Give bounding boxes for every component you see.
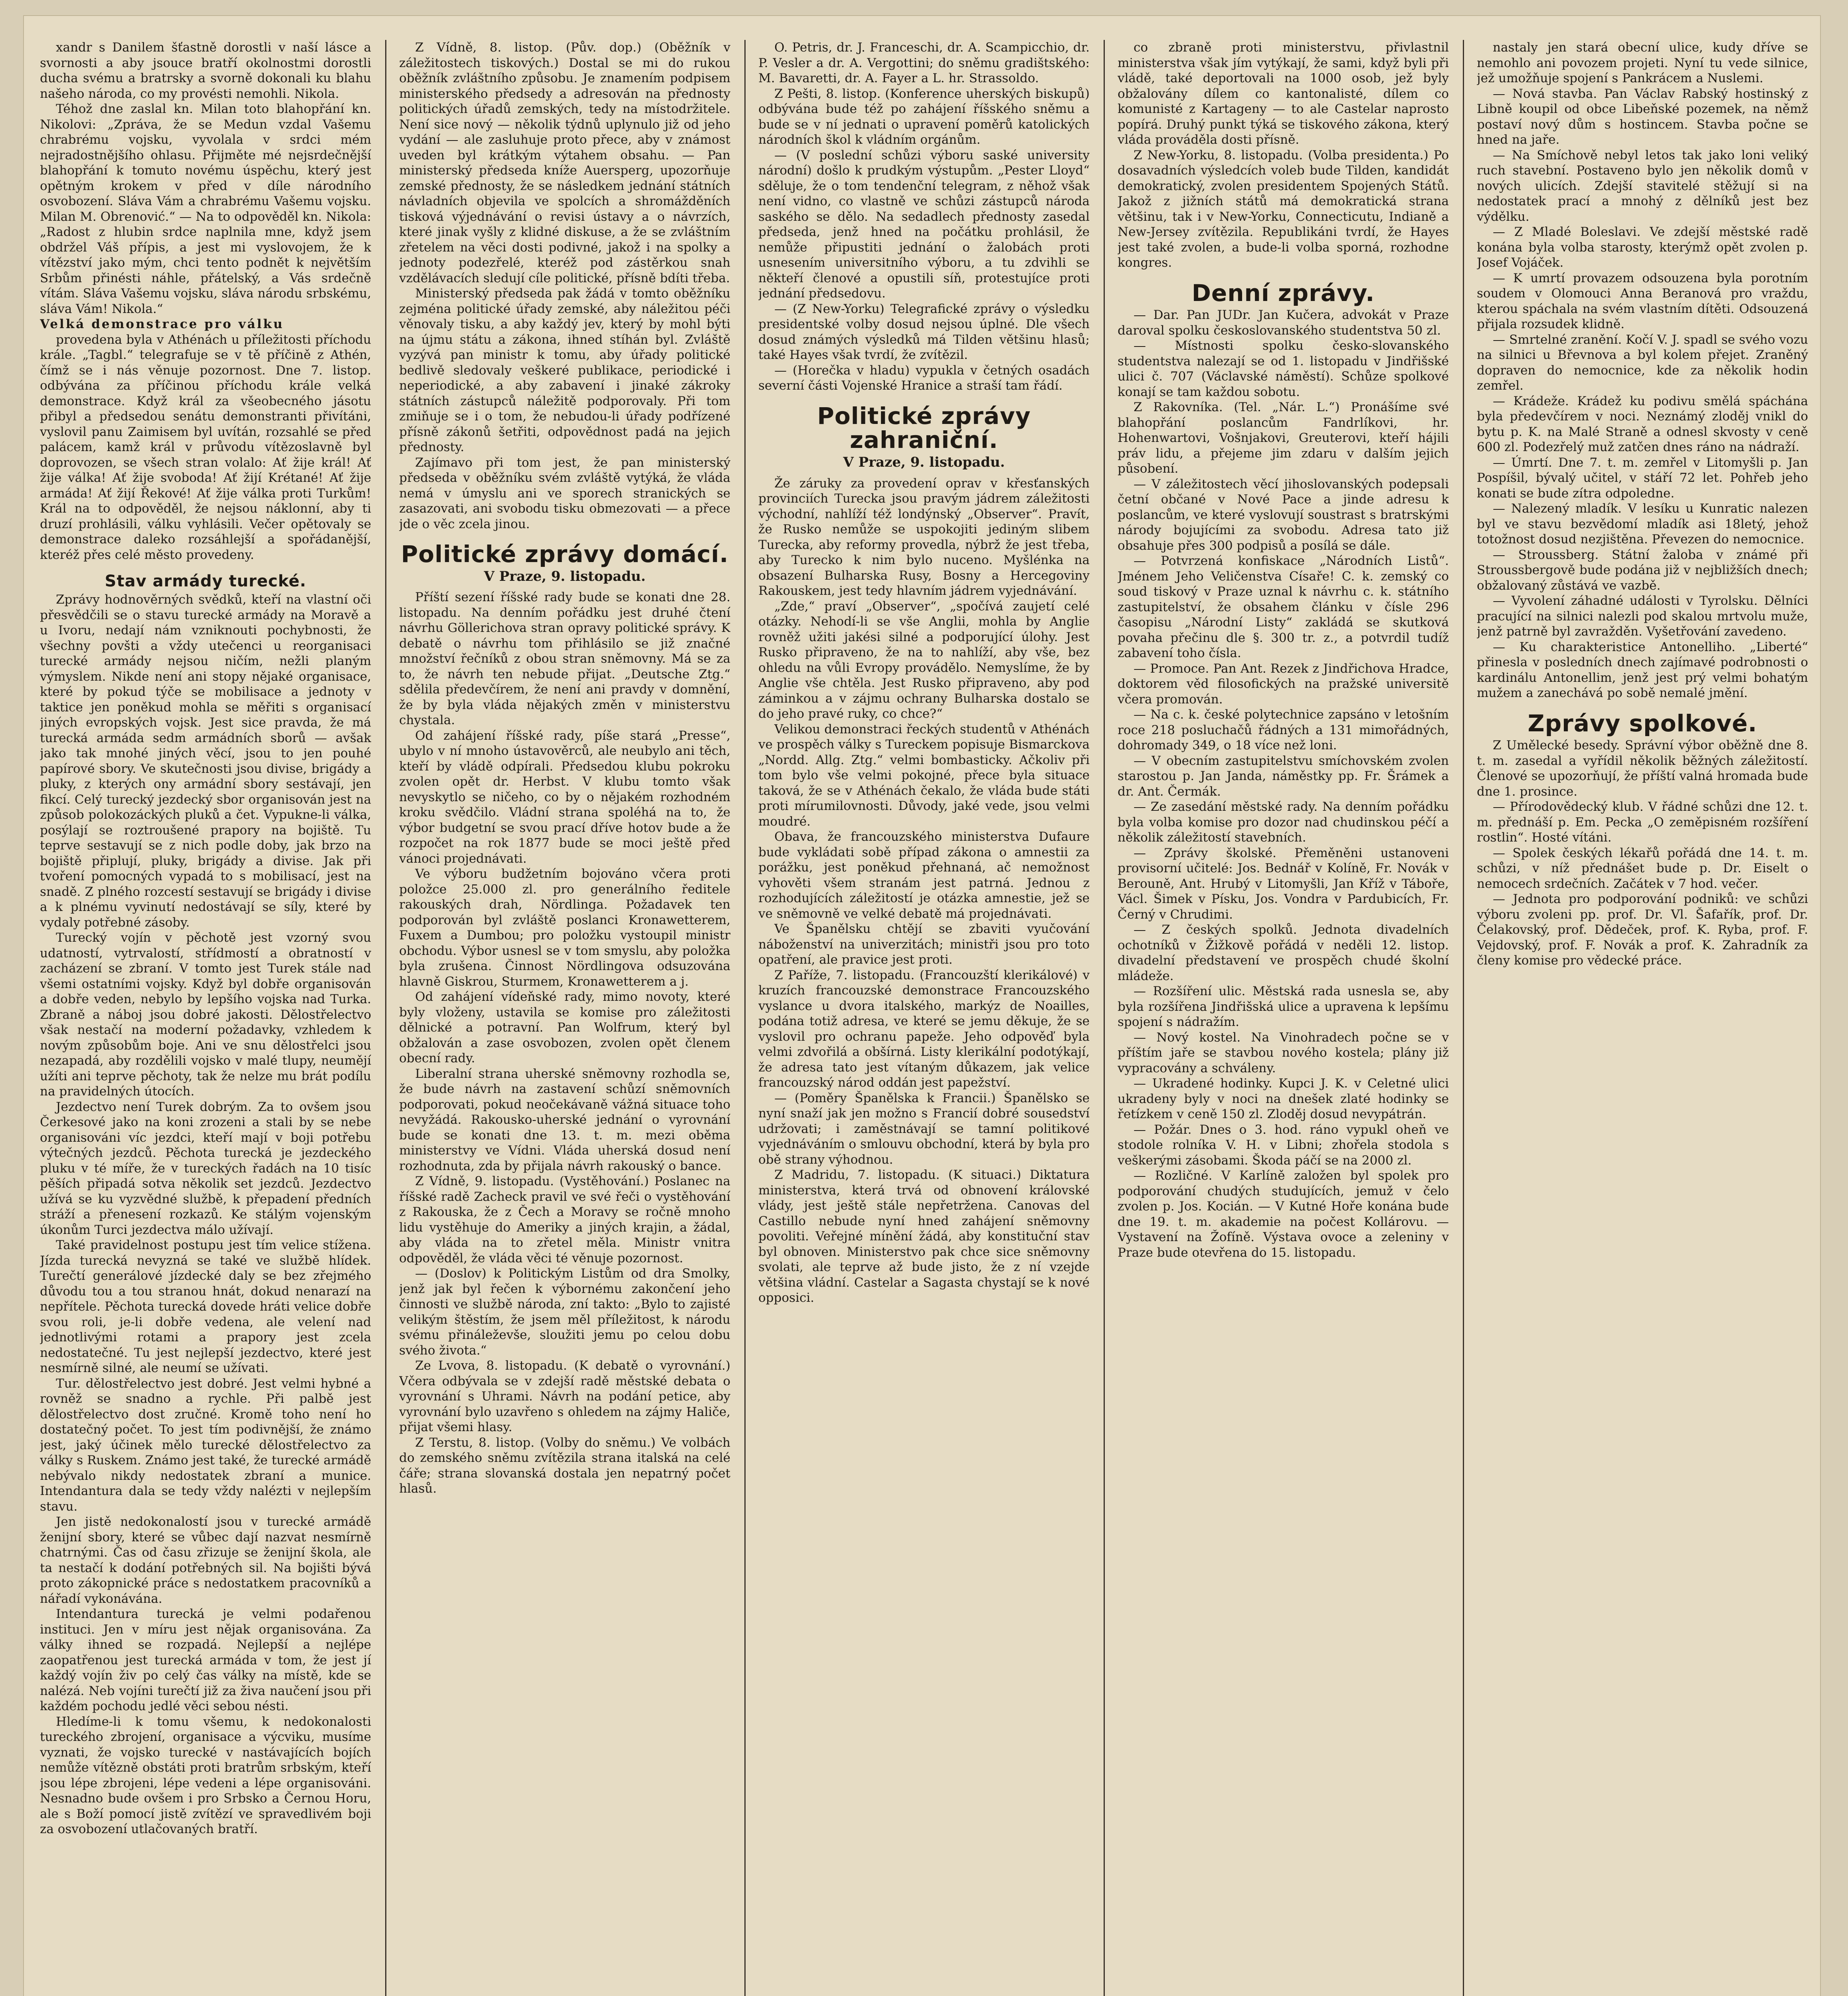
paragraph: Zajímavo při tom jest, že pan ministerský předseda v oběžníku svém zvláště vytýká, že vláda nemá v úmyslu ani ve sporech stranických se zasazovati, ani svobodu tisku obmezovati — a přece jde o věc zcela jinou. [399, 455, 730, 531]
paragraph: Z Rakovníka. (Tel. „Nár. L.“) Pronášíme své blahopřání poslancům Fandrlíkovi, hr. Hohenwartovi, Vošnjakovi, Greuterovi, kteří hájili práv lidu, a přejeme jim zdaru v dalším jejich působení. [1118, 400, 1449, 476]
paragraph: — (Horečka v hladu) vypukla v četných osadách severní části Vojenské Hranice a straší tam řádí. [758, 363, 1090, 393]
column-rule [1463, 40, 1464, 1996]
paragraph: Od zahájení vídeňské rady, mimo novoty, které byly vloženy, ustavila se komise pro záležitosti dělnické a potravní. Pan Wolfrum, který byl obžalován a zase osvobozen, zvolen opět členem obecní rady. [399, 990, 730, 1066]
paragraph: — (V poslední schůzi výboru saské university národní) došlo k prudkým výstupům. „Pester Lloyd“ sděluje, že o tom tendenční telegram, z něhož však není vidno, co vlastně ve schůzi zástupců národa saského se dělo. Na sedadlech přednosty zasedal předseda, jenž hned na počátku prohlásil, že nemůže připustiti jednání o žalobách proti usnesením universitního výboru, a tu zdvihli se někteří členové a opustili síň, protestujíce proti jednání předsedovu. [758, 148, 1090, 301]
paragraph: Z Vídně, 8. listop. (Pův. dop.) (Oběžník v záležitostech tiskových.) Dostal se mi do rukou oběžník zvláštního způsobu. Je znamením podpisem ministerského předsedy a adresován na přednosty politických úřadů zemských, tedy na místodržitele. Není sice nový — několik týdnů uplynulo již od jeho vydání — ale zasluhuje proto přece, aby v známost uveden byl krátkým výtahem obsahu. — Pan ministerský předseda kníže Auersperg, upozorňuje zemské přednosty, že se následkem jednání státních návladních objevila ve spolcích a shromážděních tisková výjednávání o revisi ústavy a o návrzích, které jinak vyšly z klidné diskuse, a že se zvláštním zřetelem na věci dosti podivné, jakož i na spolky a jednoty podezřelé, kteréž pod zástěrkou snah vzdělávacích sledují cíle politické, přísně bdíti třeba. [399, 40, 730, 285]
paragraph: Příští sezení říšské rady bude se konati dne 28. listopadu. Na denním pořádku jest druhé čtení návrhu Göllerichova stran opravy politické správy. K debatě o návrhu tom přihlásilo se již značné množství řečníků z obou stran sněmovny. Má se za to, že návrh ten nebude přijat. „Deutsche Ztg.“ sdělila předevčírem, že není ani pravdy v domnění, že by byla vláda nějakých změn v ministerstvu chystala. [399, 590, 730, 728]
paragraph: — Ku charakteristice Antonelliho. „Liberté“ přinesla v posledních dnech zajímavé podrobnosti o kardinálu Antonellim, jenž jest prý velmi bohatým mužem a zanechává po sobě nemalé jmění. [1477, 640, 1808, 700]
column-2 [399, 40, 730, 1996]
paragraph: — Vyvolení záhadné události v Tyrolsku. Dělníci pracující na silnici nalezli pod skalou mrtvolu muže, jenž patrně byl zavražděn. Vyšetřování zavedeno. [1477, 594, 1808, 639]
paragraph: Téhož dne zaslal kn. Milan toto blahopřání kn. Nikolovi: „Zpráva, že se Medun vzdal Vašemu chrabrému vojsku, vyvolala v srdci mém nejradostnějšího ohlasu. Přijměte mé nejsrdečnější blahopřání k tomuto novému úspěchu, který jest opětným krokem v před v díle národního osvobození. Sláva Vám a chrabrému Vašemu vojsku. Milan M. Obrenović.“ — Na to odpověděl kn. Nikola: „Radost z hlubin srdce naplnila mne, když jsem obdržel Váš přípis, a jest mi vyslovojem, že k vítězství jako mým, chci tento podnět k největším Srbům přinésti náhle, přátelský, a Vás srdečně vítám. Sláva Vašemu vojsku, sláva národu srbskému, sláva Vám! Nikola.“ [40, 102, 371, 316]
paragraph: provedena byla v Athénách u příležitosti příchodu krále. „Tagbl.“ telegrafuje se v tě příčině z Athén, čímž se i nás věnuje pozornost. Dne 7. listop. odbývána za příčinou příchodu krále velká demonstrace. Když král za všeobecného jásotu přibyl a předsedou senátu demonstranti přivítáni, vyslovil panu Zaimisem byl uvítán, rozsahlé se před palácem, kamž král v průvodu vítězoslavně byl doprovozen, se všech stran volalo: Ať žije král! Ať žije válka! Ať žije svoboda! Ať žijí Krétané! Ať žije armáda! Ať žijí Řekové! Ať žije válka proti Turkům! Král na to odpověděl, že nejsou náklonní, aby ti druzí prohlásili, válku vyhlásili. Večer opětovaly se demonstrace daleko rozsáhlejší a spořádanější, kteréž přes celé město provedeny. [40, 332, 371, 562]
paragraph: Liberalní strana uherské sněmovny rozhodla se, že bude návrh na zastavení schůzí sněmovních podporovati, pokud neočekávaně vážná situace toho nevyžádá. Rakousko-uherské jednání o vyrovnání bude se konati dne 13. t. m. mezi oběma ministerstvy ve Vídni. Vláda uherská dosud není rozhodnuta, zda by přijala návrh rakouský o bance. [399, 1066, 730, 1173]
paragraph: — V obecním zastupitelstvu smíchovském zvolen starostou p. Jan Janda, náměstky pp. Fr. Šrámek a dr. Ant. Čermák. [1118, 753, 1449, 799]
paragraph: Z New-Yorku, 8. listopadu. (Volba presidenta.) Po dosavadních výsledcích voleb bude Tilden, kandidát demokratický, zvolen presidentem Spojených Států. Jakož z jižních států má demokratická strana většinu, tak i v New-Yorku, Connecticutu, Indianě a New-Jersey zvítězila. Republikáni tvrdí, že Hayes jest také zvolen, a bude-li volba sporná, rozhodne kongres. [1118, 148, 1449, 270]
paragraph: Ze Lvova, 8. listopadu. (K debatě o vyrovnání.) Včera odbývala se v zdejší radě městské debata o vyrovnání s Uhrami. Návrh na podání petice, aby vyrovnání bylo uzavřeno s ohledem na zájmy Haliče, přijat všemi hlasy. [399, 1358, 730, 1435]
paragraph: — Požár. Dnes o 3. hod. ráno vypukl oheň ve stodole rolníka V. H. v Libni; zhořela stodola s veškerými zásobami. Škoda páčí se na 2000 zl. [1118, 1122, 1449, 1168]
paragraph: — Rozšíření ulic. Městská rada usnesla se, aby byla rozšířena Jindřišská ulice a upravena k lepšímu spojení s nádražím. [1118, 984, 1449, 1030]
section-title: Zprávy spolkové. [1527, 709, 1757, 737]
paragraph: Turecký vojín v pěchotě jest vzorný svou udatností, vytrvalostí, střídmostí a obratností v zacházení se zbraní. V tomto jest Turek stále nad všemi ostatními vojsky. Když byl dobře organisován a dobře veden, nebylo by lepšího vojska nad Turka. Zbraně a náboj jsou dobré jakosti. Dělostřelectvo však nestačí na moderní požadavky, vzhledem k novým způsobům boje. Ani ve snu dělostřelci jsou nezapadá, aby rozdělili vojsko v malé tlupy, neumějí užíti ani teprve pěchoty, tak že nelze mu brát podílu na pravidelných útocích. [40, 931, 371, 1099]
section-title: Politické zprávy zahraniční. [817, 402, 1031, 454]
paragraph: — Zprávy školské. Přeměněni ustanoveni provisorní učitelé: Jos. Bednář v Kolíně, Fr. Novák v Berouně, Ant. Hrubý v Litomyšli, Jan Kříž v Táboře, Václ. Šimek v Písku, Jos. Vondra v Pardubicích, Fr. Černý v Chrudimi. [1118, 846, 1449, 922]
paragraph: — Přírodovědecký klub. V řádné schůzi dne 12. t. m. přednáší p. Em. Pecka „O zeměpisném rozšíření rostlin“. Hosté vítáni. [1477, 800, 1808, 845]
paragraph: Z Pešti, 8. listop. (Konference uherských biskupů) odbývána bude též po zahájení říšského sněmu a bude se v ní jednati o upravení poměrů katolických národních škol k vládním orgánům. [758, 86, 1090, 147]
dateline: V Praze, 9. listopadu. [484, 568, 646, 584]
paragraph: — Rozličné. V Karlíně založen byl spolek pro podporování chudých studujících, jemuž v čelo zvolen p. Jos. Kocián. — V Kutné Hoře konána bude dne 19. t. m. akademie na počest Kollárovu. — Vystavení na Žofíně. Výstava ovoce a zeleniny v Praze bude otevřena do 15. listopadu. [1118, 1168, 1449, 1260]
paragraph: — Smrtelné zranění. Kočí V. J. spadl se svého vozu na silnici u Břevnova a byl kolem přejet. Zraněný dopraven do nemocnice, kde za několik hodin zemřel. [1477, 332, 1808, 393]
paragraph: „Zde,“ praví „Observer“, „spočívá zaujetí celé otázky. Nehodí-li se vše Anglii, mohla by Anglie rovněž užiti jakési silné a podporující úlohy. Jest Rusko připraveno, že na to nahlíží, aby vše, bez ohledu na vůli Evropy provádělo. Nemyslíme, že by Anglie vše chtěla. Jest Rusko připraveno, aby pod záminkou a v zájmu ochrany Bulharska dostalo se do jeho pravé ruky, co chce?“ [758, 599, 1090, 721]
paragraph: Z Paříže, 7. listopadu. (Francouzští klerikálové) v kruzích francouzské demonstrace Francouzského vyslance u dvora italského, markýz de Noailles, podána totiž adresa, ve které se jemu děkuje, že se vyslovil pro ochranu papeže. Jeho odpověď byla velmi zdvořilá a obšírná. Listy klerikální podotýkají, že adresa tato jest vítaným důkazem, jak velice francouzský národ oddán jest papežství. [758, 968, 1090, 1090]
paragraph: co zbraně proti ministerstvu, přivlastnil ministerstva však jím vytýkají, že sami, když byli při vládě, také deportovali na 1000 osob, jež byly obžalovány dílem co kantonalisté, dílem co komunisté z Kartageny — to ale Castelar naprosto popírá. Druhý punkt týká se tiskového zákona, který vláda prováděla dosti přísně. [1118, 40, 1449, 147]
paragraph: Že záruky za provedení oprav v křesťanských provinciích Turecka jsou pravým jádrem záležitosti východní, nahlíží též londýnský „Observer“. Pravít, že Rusko nemůže se uspokojiti jediným slibem Turecka, aby reformy provedla, nýbrž že jest třeba, aby Turecko k nim bylo nuceno. Myšlénka na obsazení Bulharska Rusy, Bosny a Hercegoviny Rakouskem, jest tedy hlavním jádrem vyjednávání. [758, 476, 1090, 598]
paragraph: — Stroussberg. Státní žaloba v známé při Stroussbergově bude podána již v nejbližších dnech; obžalovaný zůstává ve vazbě. [1477, 547, 1808, 593]
paragraph: — Krádeže. Krádež ku podivu smělá spáchána byla předevčírem v noci. Neznámý zloděj vnikl do bytu p. K. na Malé Straně a odnesl skvosty v ceně 600 zl. Podezřelý muž zatčen dnes ráno na nádraží. [1477, 394, 1808, 454]
paragraph: Zprávy hodnověrných svědků, kteří na vlastní oči přesvědčili se o stavu turecké armády na Moravě a u Ivoru, nedají nám vzniknouti pochybnosti, že všechny povšti a vždy utečenci u reorganisaci turecké armády nejsou ničím, nežli planým výmyslem. Nikde není ani stopy nějaké organisace, které by pokud týče se mobilisace a jednoty v taktice jen poněkud mohla se měřiti s organisací jiných evropských vojsk. Jest sice pravda, že má turecká armáda sedm armádních sborů — avšak jako tak mnohé jiných věcí, jsou to jen pouhé papírové sbory. Ve skutečnosti jsou divise, brigády a pluky, z kterých ony armádní sbory sestávají, jen fikcí. Celý turecký jezdecký sbor organisován jest na způsob polokozáckých pluků a čet. Vypukne-li válka, posýlají se roztroušené prapory na bojiště. Tu teprve sestavují se z nich podle doby, jak brzo na bojiště připlují, pluky, brigády a divise. Jak při tvoření pomocných vypadá to s mobilisací, jest na snadě. Z plného rozcestí sestavují se brigády i divise a k plnému vyvinutí nedostávají se síly, které by vydaly potřebné zásoby. [40, 592, 371, 930]
paragraph: — Na c. k. české polytechnice zapsáno v letošním roce 218 posluchačů řádných a 131 mimořádných, dohromady 349, o 18 více než loni. [1118, 707, 1449, 753]
paragraph: — Spolek českých lékařů pořádá dne 14. t. m. schůzi, v níž přednášet bude p. Dr. Eiselt o nemocech srdečních. Začátek v 7 hod. večer. [1477, 846, 1808, 891]
column-1 [40, 40, 371, 1996]
paragraph: — Místnosti spolku česko-slovanského studentstva nalezají se od 1. listopadu v Jindřišské ulici č. 707 (Václavské náměstí). Schůze spolkové konají se tam každou sobotu. [1118, 339, 1449, 399]
paragraph: — Ze zasedání městské rady. Na denním pořádku byla volba komise pro dozor nad chudinskou péčí a několik záležitostí stavebních. [1118, 800, 1449, 845]
paragraph: — Dar. Pan JUDr. Jan Kučera, advokát v Praze daroval spolku českoslovanského studentstva 50 zl. [1118, 308, 1449, 338]
paragraph: — Nalezený mladík. V lesíku u Kunratic nalezen byl ve stavu bezvědomí mladík asi 18letý, jehož totožnost dosud nezjištěna. Převezen do nemocnice. [1477, 501, 1808, 547]
article-title: Stav armády turecké. [105, 572, 307, 590]
paragraph: — Potvrzená konfiskace „Národních Listů“. Jménem Jeho Veličenstva Císaře! C. k. zemský co soud tiskový v Praze uznal k návrhu c. k. státního zastupitelství, že obsahem článku v čísle 296 časopisu „Národní Listy“ zakládá se skutková povaha přečinu dle §. 300 tr. z., a potvrdil tudíž zabavení toho čísla. [1118, 554, 1449, 661]
column-rule [385, 40, 386, 1996]
paragraph: — Z českých spolků. Jednota divadelních ochotníků v Žižkově pořádá v neděli 12. listop. divadelní představení ve prospěch chudé školní mládeže. [1118, 923, 1449, 983]
newspaper-page [24, 16, 1820, 1996]
paragraph: Jen jistě nedokonalostí jsou v turecké armádě ženijní sbory, které se vůbec dají nazvat nesmírně chatrnými. Čas od času zřizuje se ženijní škola, ale ta nestačí k dodání potřebných sil. Na bojišti bývá proto zákopnické práce s nedostatkem pracovníků a nářadí vykonávána. [40, 1515, 371, 1606]
paragraph: Ve Španělsku chtějí se zbaviti vyučování náboženství na univerzitách; ministři jsou pro toto opatření, ale pravice jest proti. [758, 922, 1090, 967]
paragraph: nastaly jen stará obecní ulice, kudy dříve se nemohlo ani povozem projeti. Nyní tu vede silnice, jež umožňuje spojení s Pankrácem a Nuslemi. [1477, 40, 1808, 85]
paragraph: O. Petris, dr. J. Franceschi, dr. A. Scampicchio, dr. P. Vesler a dr. A. Vergottini; do sněmu gradištského: M. Bavaretti, dr. A. Fayer a L. hr. Strassoldo. [758, 40, 1090, 85]
section-title: Politické zprávy domácí. [401, 541, 729, 568]
dateline: V Praze, 9. listopadu. [843, 454, 1005, 471]
paragraph: Jezdectvo není Turek dobrým. Za to ovšem jsou Čerkesové jako na koni zrozeni a stali by se nebe organisováni víc jezdci, kteří mají v boji potřebu výtečných jezdců. Pěchota turecká je jezdeckého pluku v té míře, že v tureckých řadách na 10 tisíc pěších připadá sotva několik set jezdců. Jezdectvo užívá se ku vyzvědné službě, k přepadení předních stráží a přenesení rozkazů. Ke stálým vojenským úkonům Turci jezdectva málo užívají. [40, 1099, 371, 1237]
paragraph: Hledíme-li k tomu všemu, k nedokonalosti tureckého zbrojení, organisace a výcviku, musíme vyznati, že vojsko turecké v nastávajících bojích nemůže vítězně obstáti proti bratrům srbským, kteří jsou lépe zbrojeni, lépe vedeni a lépe organisováni. Nesnadno bude ovšem i pro Srbsko a Černou Horu, ale s Boží pomocí jistě zvítězí ve spravedlivém boji za osvobození utlačovaných bratří. [40, 1714, 371, 1836]
paragraph: — (Poměry Španělska k Francii.) Španělsko se nyní snaží jak jen možno s Francií dobré sousedství udržovati; i zaměstnávají se tamní politikové vyjednáváním o smlouvu obchodní, která by byla pro obě strany výhodnou. [758, 1091, 1090, 1167]
paragraph: Obava, že francouzského ministerstva Dufaure bude vykládati sobě případ zákona o amnestii za porážku, jest poněkud přehnaná, ač nemožnost vyhověti všem stranám jest patrná. Jednou z rozhodujících záležitostí je otázka amnestie, jež se ve sněmovně ve velké debatě má projednávati. [758, 830, 1090, 921]
paragraph: Z Umělecké besedy. Správní výbor oběžně dne 8. t. m. zasedal a vyřídil několik běžných záležitostí. Členové se upozorňují, že příští valná hromada bude dne 1. prosince. [1477, 738, 1808, 799]
paragraph: — V záležitostech věcí jihoslovanských podepsali četní občané v Nové Pace a jinde adresu k poslancům, ve které vyslovují soustrast s bratrskými národy bojujícími za svobodu. Adresa tato již obsahuje přes 300 podpisů a posílá se dále. [1118, 477, 1449, 553]
paragraph: — (Doslov) k Politickým Listům od dra Smolky, jenž jak byl řečen k výbornému zakončení jeho činnosti ve službě národa, zní takto: „Bylo to zajisté velikým štěstím, že jsem měl příležitost, k národu svému přináleževše, sloužiti jemu po celou dobu svého života.“ [399, 1266, 730, 1358]
paragraph: Také pravidelnost postupu jest tím velice stížena. Jízda turecká nevyzná se také ve službě hlídek. Turečtí generálové jízdecké daly se bez zřejmého důvodu tou a tou stranou hnát, dokud nenarazí na nepřítele. Pěchota turecká dovede hráti velice dobře svou roli, je-li dobře vedena, ale velení nad jednotlivými rotami a prapory jest zcela nedostatečné. Tu jest nejlepší jezdectvo, které jest nesmírně silné, ale neumí se užívati. [40, 1238, 371, 1375]
paragraph: Velikou demonstraci řeckých studentů v Athénách ve prospěch války s Tureckem popisuje Bismarckova „Nordd. Allg. Ztg.“ velmi bombasticky. Ačkoliv při tom bylo vše velmi pokojné, přece byla situace taková, že se v Athénách čekalo, že vláda bude státi proti mírumilovnosti. Důvody, jaké vede, jsou velmi moudré. [758, 722, 1090, 829]
paragraph: Ministerský předseda pak žádá v tomto oběžníku zejména politické úřady zemské, aby náležitou péči věnovaly tisku, a aby každý jev, který by mohl býti na újmu státu a zákona, ihned stíhán byl. Zvláště vyzývá pan ministr k tomu, aby úřady politické bedlivě sledovaly veškeré publikace, periodické i neperiodické, a aby zabavení i jinaké zákroky státních zástupců náležitě podporovaly. Při tom zmiňuje se i o tom, že nebudou-li úřady podřízené přísně zákonů šetřiti, odpovědnost padá na jejich přednosty. [399, 286, 730, 454]
paragraph: — Na Smíchově nebyl letos tak jako loni veliký ruch stavební. Postaveno bylo jen několik domů v nových ulicích. Zdejší stavitelé stěžují si na nedostatek prací a mnohý z dělníků jest bez výdělku. [1477, 148, 1808, 224]
column-5 [1477, 40, 1808, 1996]
section-heading: Velká demonstrace pro válku [40, 317, 284, 331]
paragraph: — K umrtí provazem odsouzena byla porotním soudem v Olomouci Anna Beranová pro vraždu, kterou spáchala na svém vlastním dítěti. Odsouzená přijala rozsudek klidně. [1477, 271, 1808, 331]
paragraph: Z Vídně, 9. listopadu. (Vystěhování.) Poslanec na říšské radě Zacheck pravil ve své řeči o vystěhování z Rakouska, že z Čech a Moravy se ročně mnoho lidu vystěhuje do Ameriky a jiných krajin, a žádal, aby vláda na to zřetel měla. Ministr vnitra odpověděl, že vláda věci té věnuje pozornost. [399, 1174, 730, 1265]
column-3 [758, 40, 1090, 1996]
paragraph: — Ukradené hodinky. Kupci J. K. v Celetné ulici ukradeny byly v noci na dnešek zlaté hodinky se řetízkem v ceně 150 zl. Zloděj dosud nevypátrán. [1118, 1076, 1449, 1122]
paragraph: — Promoce. Pan Ant. Rezek z Jindřichova Hradce, doktorem věd filosofických na pražské universitě včera promován. [1118, 661, 1449, 707]
paragraph: — Z Mladé Boleslavi. Ve zdejší městské radě konána byla volba starosty, kterýmž opět zvolen p. Josef Vojáček. [1477, 225, 1808, 270]
paragraph: Tur. dělostřelectvo jest dobré. Jest velmi hybné a rovněž se snadno a rychle. Při palbě jest dělostřelectvo dost zručné. Kromě toho není ho dostatečný počet. To jest tím podivnější, že známo jest, jaký účinek mělo turecké dělostřelectvo za války s Ruskem. Známo jest také, že turecké armádě nebývalo nikdy nedostatek zbraní a munice. Intendantura dala se tedy vždy nalézti v nejlepším stavu. [40, 1376, 371, 1514]
paragraph: — Úmrtí. Dne 7. t. m. zemřel v Litomyšli p. Jan Pospíšil, bývalý učitel, v stáří 72 let. Pohřeb jeho konati se bude zítra odpoledne. [1477, 455, 1808, 501]
paragraph: — (Z New-Yorku) Telegrafické zprávy o výsledku presidentské volby dosud nejsou úplné. Dle všech dosud známých výsledků má Tilden většinu hlasů; také Hayes však tvrdí, že zvítězil. [758, 301, 1090, 362]
paragraph: — Nový kostel. Na Vinohradech počne se v příštím jaře se stavbou nového kostela; plány již vypracovány a schváleny. [1118, 1030, 1449, 1075]
column-rule [1104, 40, 1105, 1996]
column-4 [1118, 40, 1449, 1996]
paragraph: — Nová stavba. Pan Václav Rabský hostinský z Libně koupil od obce Libeňské pozemek, na němž postaví nový dům s hostincem. Stavba počne se hned na jaře. [1477, 86, 1808, 147]
paragraph: Z Terstu, 8. listop. (Volby do sněmu.) Ve volbách do zemského sněmu zvítězila strana italská na celé čáře; strana slovanská dostala jen nepatrný počet hlasů. [399, 1435, 730, 1496]
paragraph: Z Madridu, 7. listopadu. (K situaci.) Diktatura ministerstva, která trvá od obnovení královské vlády, jest ještě stále nepřetržena. Canovas del Castillo nebude nyní hned zahájení sněmovny povoliti. Veřejné mínění žádá, aby konstituční stav byl obnoven. Ministerstvo pak chce sice sněmovny svolati, ale teprve až bude jisto, že z ní vzejde většina vládní. Castelar a Sagasta chystají se k nové opposici. [758, 1168, 1090, 1305]
section-title: Denní zprávy. [1191, 279, 1375, 307]
paragraph: Ve výboru budžetním bojováno včera proti položce 25.000 zl. pro generálního ředitele rakouských drah, Nördlinga. Požadavek ten podporován byl zvláště poslanci Kronawetterem, Fuxem a Dumbou; pro položku vystoupil ministr obchodu. Výbor usnesl se v tom smyslu, aby položka byla zrušena. Činnost Nördlingova odsuzována hlavně Giskrou, Sturmem, Kronawetterem a j. [399, 867, 730, 989]
paragraph: Intendantura turecká je velmi podařenou instituci. Jen v míru jest nějak organisována. Za války ihned se rozpadá. Nejlepší a nejlépe zaopatřenou jest turecká armáda v tom, že jest jí každý vojín živ po celý čas války na místě, kde se nalézá. Neb vojíni turečtí již za živa naučení jsou při každém pochodu jedlé věci sebou nésti. [40, 1607, 371, 1713]
paragraph: xandr s Danilem šťastně dorostli v naší lásce a svornosti a aby jsouce bratří okolnostmi dorostli ducha svému a bratrsky a svorně dokonali ku blahu našeho národa, co my provésti nemohli. Nikola. [40, 40, 371, 101]
column-rule [744, 40, 746, 1996]
paragraph: — Jednota pro podporování podniků: ve schůzi výboru zvoleni pp. prof. Dr. Vl. Šafařík, prof. Dr. Čelakovský, prof. Dědeček, prof. K. Ryba, prof. F. Vejdovský, prof. F. Novák a prof. K. Zahradník za členy komise pro vědecké práce. [1477, 892, 1808, 968]
paragraph: Od zahájení říšské rady, píše stará „Presse“, ubylo v ní mnoho ústavověrců, ale neubylo ani těch, kteří by vládě odpírali. Předsedou klubu pokroku zvolen opět dr. Herbst. V klubu tomto však nevyskytlo se ničeho, co by o nějakém rozhodném kroku svědčilo. Vládní strana spoléhá na to, že výbor budgetní se svou prací dříve hotov bude a že rozpočet na rok 1877 bude se moci ještě před vánoci projednávati. [399, 728, 730, 866]
